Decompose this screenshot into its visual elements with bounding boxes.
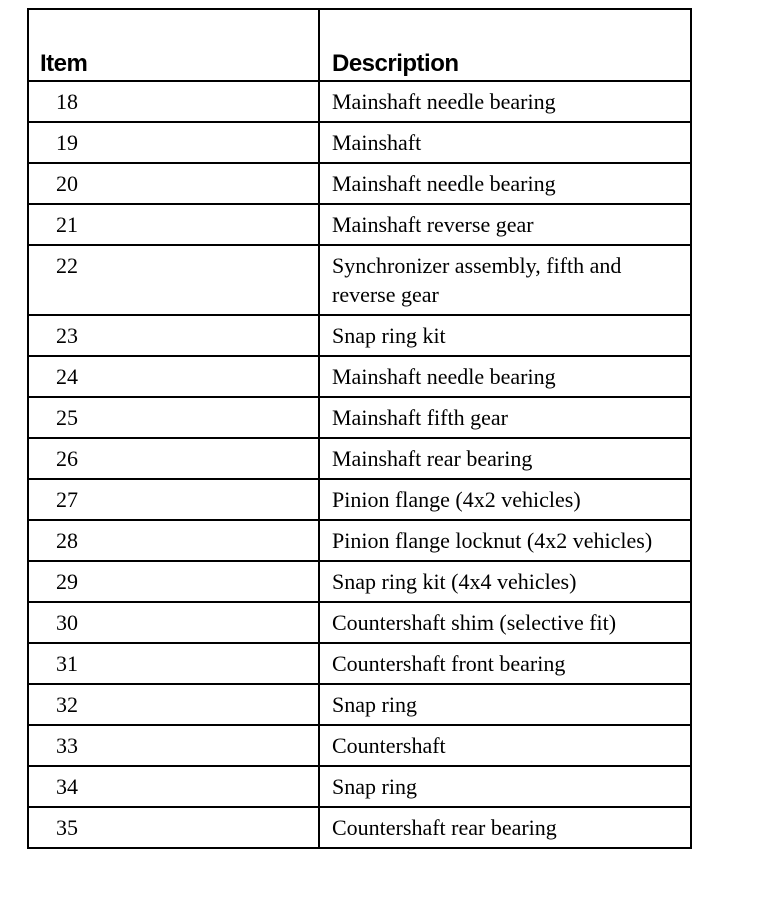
header-row <box>28 9 691 81</box>
item-number-cell: 24 <box>28 356 319 397</box>
table-row <box>28 81 691 122</box>
table-row <box>28 766 691 807</box>
table-row <box>28 397 691 438</box>
description-cell: Synchronizer assembly, fifth and reverse gear <box>319 245 691 315</box>
table-row <box>28 684 691 725</box>
table-row <box>28 725 691 766</box>
description-cell: Snap ring kit (4x4 vehicles) <box>319 561 691 602</box>
table-row <box>28 561 691 602</box>
table-row <box>28 479 691 520</box>
description-cell: Pinion flange locknut (4x2 vehicles) <box>319 520 691 561</box>
item-number-cell: 35 <box>28 807 319 848</box>
table-row <box>28 807 691 848</box>
description-cell: Snap ring <box>319 766 691 807</box>
table-row <box>28 438 691 479</box>
item-number-cell: 27 <box>28 479 319 520</box>
item-number-cell: 33 <box>28 725 319 766</box>
item-number-cell: 19 <box>28 122 319 163</box>
item-number-cell: 32 <box>28 684 319 725</box>
table-row <box>28 204 691 245</box>
table-row <box>28 315 691 356</box>
description-cell: Mainshaft <box>319 122 691 163</box>
table-row <box>28 122 691 163</box>
description-cell: Countershaft rear bearing <box>319 807 691 848</box>
item-number-cell: 28 <box>28 520 319 561</box>
description-cell: Snap ring kit <box>319 315 691 356</box>
description-cell: Pinion flange (4x2 vehicles) <box>319 479 691 520</box>
item-number-cell: 18 <box>28 81 319 122</box>
table-body <box>28 81 691 848</box>
item-number-cell: 29 <box>28 561 319 602</box>
description-cell: Countershaft front bearing <box>319 643 691 684</box>
item-column-header: Item <box>28 9 319 81</box>
description-cell: Mainshaft needle bearing <box>319 81 691 122</box>
description-cell: Mainshaft needle bearing <box>319 163 691 204</box>
description-cell: Mainshaft needle bearing <box>319 356 691 397</box>
table-row <box>28 520 691 561</box>
item-number-cell: 25 <box>28 397 319 438</box>
description-column-header: Description <box>319 9 691 81</box>
table-row <box>28 602 691 643</box>
description-cell: Mainshaft reverse gear <box>319 204 691 245</box>
item-number-cell: 22 <box>28 245 319 315</box>
item-number-cell: 31 <box>28 643 319 684</box>
description-cell: Snap ring <box>319 684 691 725</box>
item-number-cell: 30 <box>28 602 319 643</box>
item-number-cell: 20 <box>28 163 319 204</box>
item-number-cell: 23 <box>28 315 319 356</box>
parts-table <box>27 8 692 849</box>
item-number-cell: 34 <box>28 766 319 807</box>
description-cell: Mainshaft rear bearing <box>319 438 691 479</box>
table-row <box>28 356 691 397</box>
description-cell: Mainshaft fifth gear <box>319 397 691 438</box>
item-number-cell: 21 <box>28 204 319 245</box>
table-row <box>28 163 691 204</box>
table-row <box>28 245 691 315</box>
item-number-cell: 26 <box>28 438 319 479</box>
description-cell: Countershaft shim (selective fit) <box>319 602 691 643</box>
table-row <box>28 643 691 684</box>
description-cell: Countershaft <box>319 725 691 766</box>
